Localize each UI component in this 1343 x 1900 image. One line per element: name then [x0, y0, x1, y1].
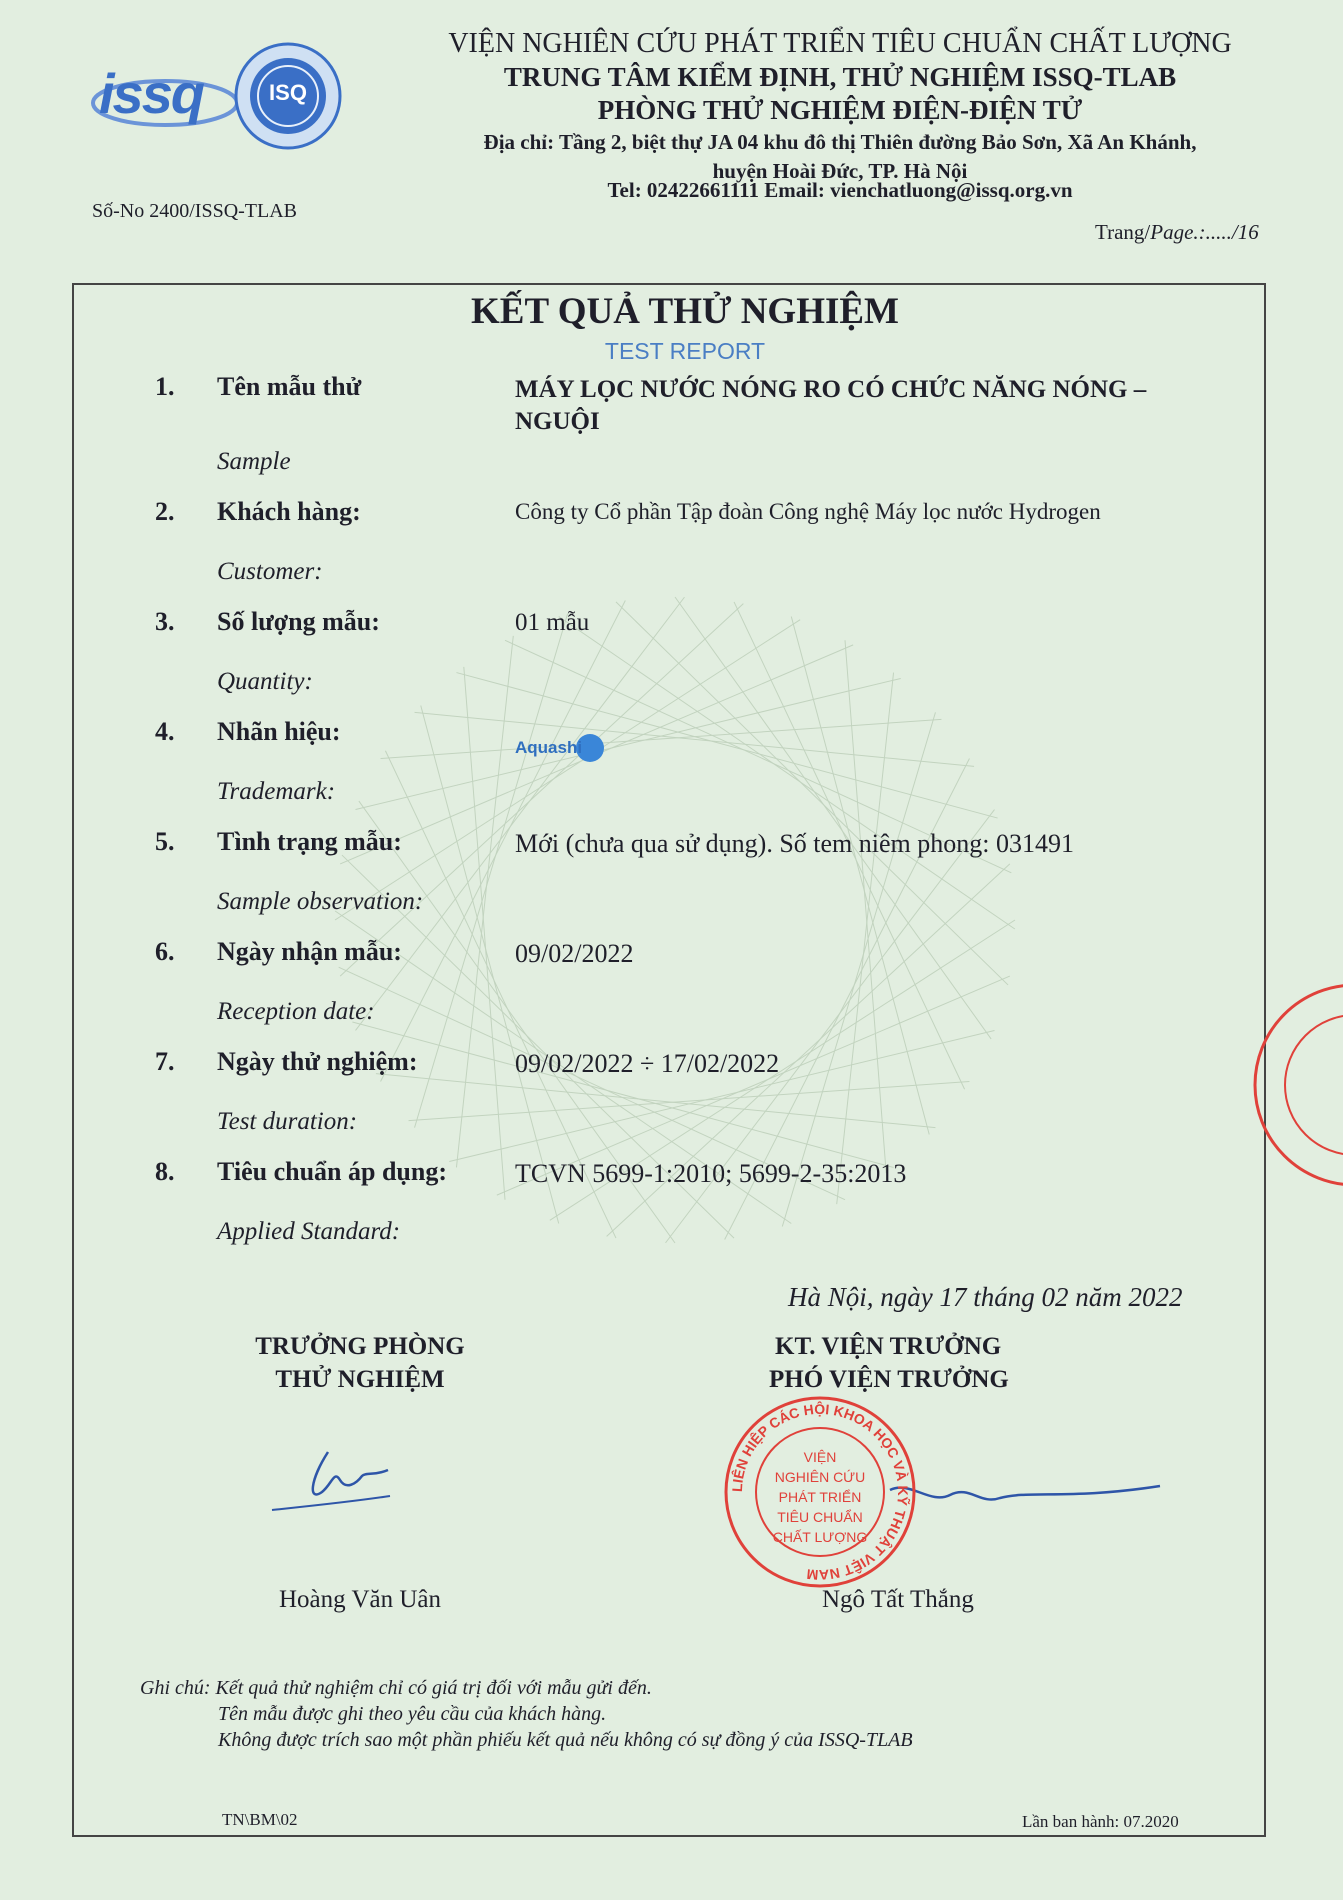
field-value-applied-standard: TCVN 5699-1:2010; 5699-2-35:2013 [515, 1159, 907, 1188]
stamp-line-1: VIỆN [803, 1449, 837, 1465]
stamp-line-2: NGHIÊN CỨU [774, 1469, 866, 1485]
field-value-reception-date: 09/02/2022 [515, 939, 634, 968]
stamp-line-3: PHÁT TRIỂN [778, 1489, 862, 1505]
edge-seal-stamp [1250, 975, 1343, 1195]
field-label-en-trademark: Trademark: [217, 778, 336, 805]
field-label-applied-standard: Tiêu chuẩn áp dụng: [217, 1157, 448, 1186]
place-date: Hà Nội, ngày 17 tháng 02 năm 2022 [788, 1282, 1183, 1312]
badge-text: ISQ [269, 80, 307, 105]
field-value-sample: MÁY LỌC NƯỚC NÓNG RO CÓ CHỨC NĂNG NÓNG – NGUỘI [515, 376, 1147, 435]
field-number: 4. [155, 717, 175, 746]
institute-name: VIỆN NGHIÊN CỨU PHÁT TRIỂN TIÊU CHUẨN CHẤT LƯỢNG [448, 28, 1232, 59]
field-label-customer: Khách hàng: [217, 497, 361, 526]
field-value-quantity: 01 mẫu [515, 609, 590, 636]
page-label-en: Page. [1150, 220, 1199, 244]
note-line-1: Ghi chú: Kết quả thử nghiệm chỉ có giá trị đối với mẫu gửi đến. [140, 1677, 652, 1699]
stamp-ring-textpath: LIÊN HIỆP CÁC HỘI KHOA HỌC VÀ KỸ THUẬT VIỆT NAM [728, 1400, 912, 1584]
lab-name: PHÒNG THỬ NGHIỆM ĐIỆN-ĐIỆN TỬ [597, 95, 1083, 125]
field-label-trademark: Nhãn hiệu: [217, 717, 341, 746]
issue-date: Lần ban hành: 07.2020 [1022, 1812, 1179, 1831]
field-number: 1. [155, 372, 175, 401]
field-number: 6. [155, 937, 175, 966]
report-title: KẾT QUẢ THỬ NGHIỆM [471, 291, 899, 332]
issq-logo [85, 55, 240, 145]
form-code: TN\BM\02 [222, 1810, 298, 1829]
field-value-customer: Công ty Cổ phần Tập đoàn Công nghệ Máy lọc nước Hydrogen [515, 499, 1101, 524]
field-label-sample: Tên mẫu thử [217, 372, 362, 401]
field-label-en-quantity: Quantity: [217, 668, 313, 695]
trademark-text: Aquashi [515, 738, 583, 757]
field-label-en-customer: Customer: [217, 558, 323, 585]
center-name: TRUNG TÂM KIỂM ĐỊNH, THỬ NGHIỆM ISSQ-TLAB [503, 62, 1177, 92]
field-number: 2. [155, 497, 175, 526]
right-title-line-2: PHÓ VIỆN TRƯỞNG [769, 1366, 1009, 1393]
left-title-line-1: TRƯỞNG PHÒNG [255, 1333, 465, 1360]
field-value-sample-observation: Mới (chưa qua sử dụng). Số tem niêm phong: 031491 [515, 829, 1074, 858]
field-number: 3. [155, 607, 175, 636]
address-line-2: huyện Hoài Đức, TP. Hà Nội [712, 159, 968, 183]
field-value-test-duration: 09/02/2022 ÷ 17/02/2022 [515, 1049, 780, 1078]
left-signature [270, 1440, 430, 1520]
field-label-en-applied-standard: Applied Standard: [217, 1218, 401, 1245]
note-line-3: Không được trích sao một phần phiếu kết quả nếu không có sự đồng ý của ISSQ-TLAB [218, 1729, 913, 1751]
issq-badge [232, 40, 344, 152]
stamp-line-5: CHẤT LƯỢNG [772, 1529, 868, 1545]
trademark-logo [515, 733, 607, 763]
right-signatory-name: Ngô Tất Thắng [822, 1586, 974, 1613]
right-title-line-1: KT. VIỆN TRƯỞNG [775, 1333, 1002, 1360]
page-value: :...../16 [1198, 220, 1259, 244]
right-signatory-title [769, 1330, 1009, 1396]
field-number: 7. [155, 1047, 175, 1076]
field-label-quantity: Số lượng mẫu: [217, 607, 380, 636]
field-label-en-test-duration: Test duration: [217, 1108, 358, 1135]
official-seal-stamp [720, 1392, 920, 1592]
stamp-line-4: TIÊU CHUẨN [777, 1509, 863, 1525]
field-label-en-sample-observation: Sample observation: [217, 888, 424, 915]
left-signatory-title [200, 1330, 520, 1396]
field-number: 8. [155, 1157, 175, 1186]
address-line-1: Địa chỉ: Tầng 2, biệt thự JA 04 khu đô thị Thiên đường Bảo Sơn, Xã An Khánh, [483, 130, 1197, 154]
note-line-2: Tên mẫu được ghi theo yêu cầu của khách hàng. [218, 1703, 607, 1725]
document-number: Số-No 2400/ISSQ-TLAB [92, 200, 298, 222]
page-label: Trang/ [1095, 220, 1151, 244]
contact-line: Tel: 02422661111 Email: vienchatluong@issq.org.vn [607, 178, 1073, 202]
left-title-line-2: THỬ NGHIỆM [275, 1366, 445, 1393]
field-label-sample-observation: Tình trạng mẫu: [217, 827, 402, 856]
field-label-test-duration: Ngày thử nghiệm: [217, 1047, 418, 1076]
field-label-en-reception-date: Reception date: [217, 998, 375, 1025]
page-indicator [1095, 220, 1259, 245]
left-signatory-name: Hoàng Văn Uân [279, 1586, 441, 1613]
field-label-reception-date: Ngày nhận mẫu: [217, 937, 402, 966]
field-label-en-sample: Sample [217, 448, 291, 475]
field-number: 5. [155, 827, 175, 856]
issq-logo-text: issq [99, 62, 204, 125]
report-subtitle: TEST REPORT [604, 338, 766, 364]
